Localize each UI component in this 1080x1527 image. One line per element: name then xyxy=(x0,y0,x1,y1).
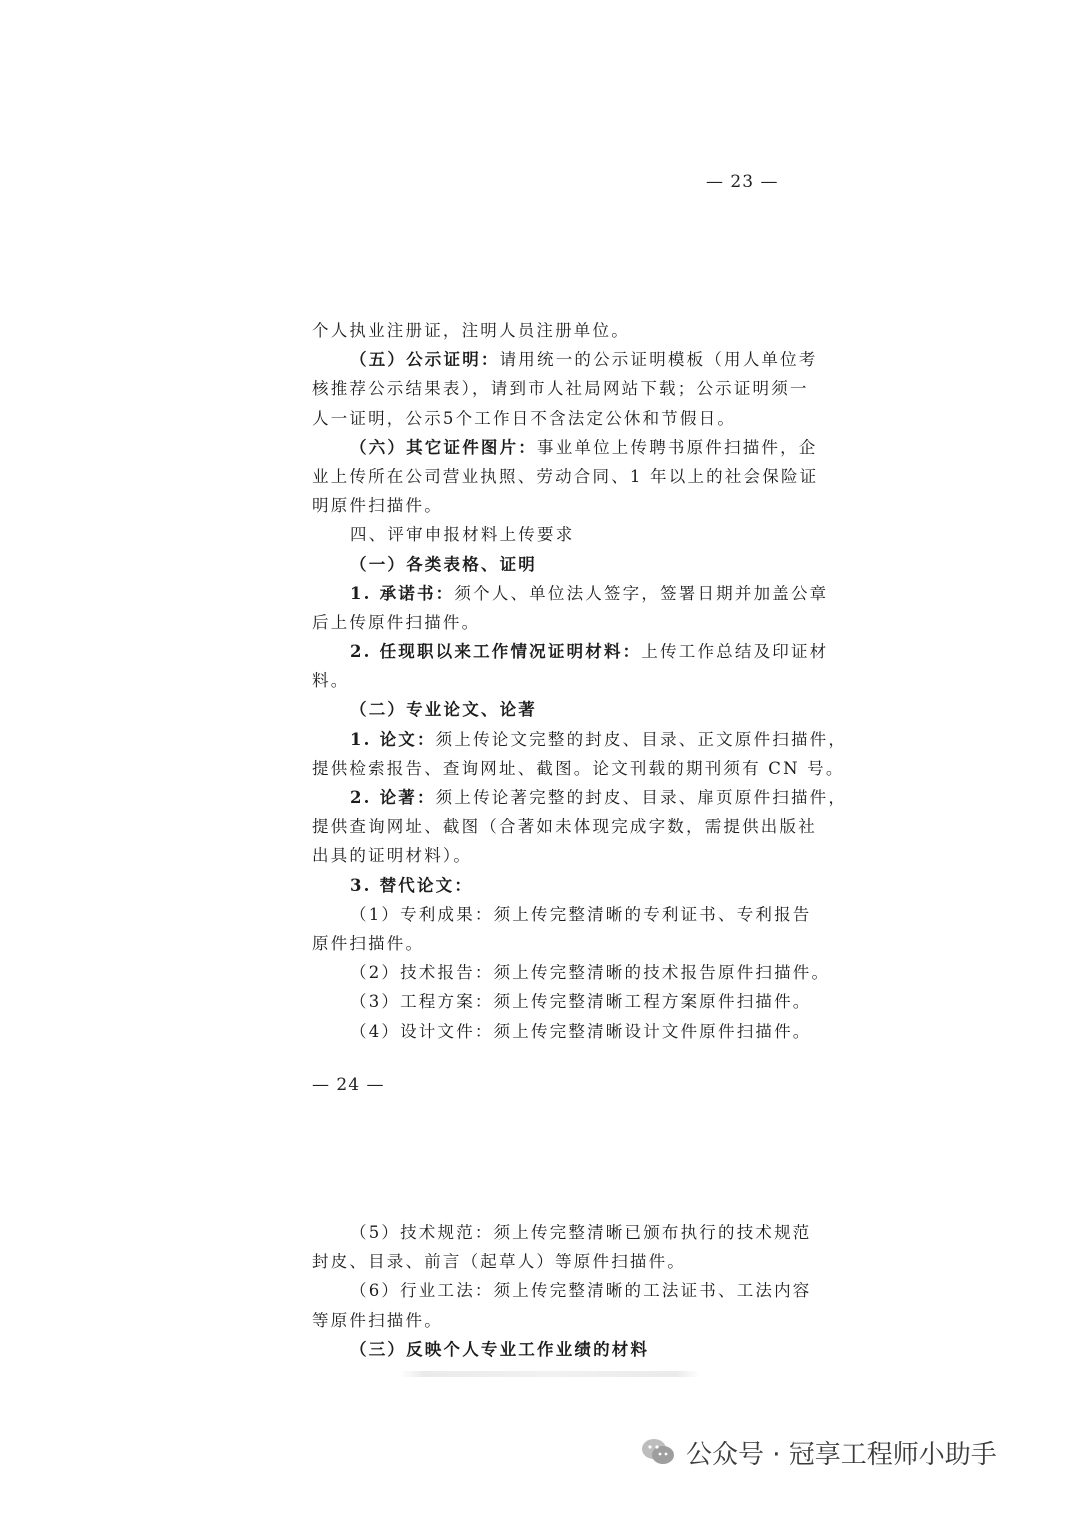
bold-heading: 1. 承诺书： xyxy=(350,583,455,603)
line-text: 人一证明，公示5个工作日不含法定公休和节假日。 xyxy=(312,408,737,428)
line-text: 业上传所在公司营业执照、劳动合同、1 年以上的社会保险证 xyxy=(312,466,819,486)
text-line xyxy=(312,637,829,666)
text-line xyxy=(312,783,848,812)
line-text: 四、评审申报材料上传要求 xyxy=(350,525,575,545)
text-block-page-25 xyxy=(312,1218,812,1364)
text-line xyxy=(312,345,818,374)
text-line xyxy=(312,1276,812,1305)
line-text: （4）设计文件：须上传完整清晰设计文件原件扫描件。 xyxy=(350,1021,812,1041)
text-line xyxy=(312,900,812,929)
line-text: 须个人、单位法人签字，签署日期并加盖公章 xyxy=(454,583,829,603)
line-text: 等原件扫描件。 xyxy=(312,1310,443,1330)
text-line xyxy=(312,404,768,433)
line-text: （3）工程方案：须上传完整清晰工程方案原件扫描件。 xyxy=(350,992,812,1012)
text-line xyxy=(312,608,768,637)
bold-heading: 2. 论著： xyxy=(350,788,436,807)
text-line xyxy=(312,1247,768,1276)
line-text: 后上传原件扫描件。 xyxy=(312,612,481,632)
text-line xyxy=(312,871,768,900)
line-text: 提供查询网址、截图（合著如未体现完成字数，需提供出版社 xyxy=(312,817,817,837)
line-text: 明原件扫描件。 xyxy=(312,496,443,516)
text-line xyxy=(312,550,768,579)
bold-heading: （五）公示证明： xyxy=(350,350,500,370)
text-line xyxy=(312,695,768,724)
text-line xyxy=(312,958,831,987)
text-line xyxy=(312,316,768,345)
cropped-text-line xyxy=(400,1371,700,1377)
text-line xyxy=(312,754,845,783)
line-text: 封皮、目录、前言（起草人）等原件扫描件。 xyxy=(312,1252,686,1272)
line-text: 核推荐公示结果表），请到市人社局网站下载；公示证明须一 xyxy=(312,379,809,399)
text-line xyxy=(312,491,768,520)
line-text: 事业单位上传聘书原件扫描件，企 xyxy=(537,437,818,457)
text-line xyxy=(312,725,848,754)
line-text: 提供检索报告、查询网址、截图。论文刊载的期刊须有 CN 号。 xyxy=(312,758,845,778)
bold-heading: 3. 替代论文： xyxy=(350,875,474,895)
watermark xyxy=(640,1432,997,1472)
line-text: （6）行业工法：须上传完整清晰的工法证书、工法内容 xyxy=(350,1281,812,1301)
bold-heading: 1. 论文： xyxy=(350,729,436,749)
text-line xyxy=(312,666,768,695)
bold-heading: 2. 任现职以来工作情况证明材料： xyxy=(350,642,642,662)
text-line xyxy=(312,1335,768,1364)
text-line xyxy=(312,1218,812,1247)
line-text: 个人执业注册证，注明人员注册单位。 xyxy=(312,321,630,340)
line-text: 请用统一的公示证明模板（用人单位考 xyxy=(499,350,818,370)
line-text: （5）技术规范：须上传完整清晰已颁布执行的技术规范 xyxy=(350,1223,812,1242)
text-line xyxy=(312,929,768,958)
line-text: 料。 xyxy=(312,671,350,691)
bold-heading: （一）各类表格、证明 xyxy=(350,554,537,574)
line-text: 原件扫描件。 xyxy=(312,933,425,953)
text-line xyxy=(312,841,768,870)
text-block-page-23 xyxy=(312,316,848,1046)
bold-heading: （三）反映个人专业工作业绩的材料 xyxy=(350,1339,650,1359)
page-number-top: — 23 — xyxy=(706,172,779,192)
text-line xyxy=(312,1306,768,1335)
line-text: （1）专利成果：须上传完整清晰的专利证书、专利报告 xyxy=(350,904,812,924)
text-line xyxy=(312,987,812,1016)
bold-heading: （二）专业论文、论著 xyxy=(350,700,537,720)
text-line xyxy=(312,1017,812,1046)
line-text: 须上传论著完整的封皮、目录、扉页原件扫描件， xyxy=(435,788,848,807)
wechat-icon xyxy=(640,1437,676,1467)
text-line xyxy=(312,579,829,608)
bold-heading: （六）其它证件图片： xyxy=(350,437,537,457)
line-text: 出具的证明材料）。 xyxy=(312,846,473,866)
text-line xyxy=(312,433,818,462)
text-line xyxy=(312,462,819,491)
line-text: （2）技术报告：须上传完整清晰的技术报告原件扫描件。 xyxy=(350,963,831,983)
text-line xyxy=(312,374,809,403)
page-number-bottom: — 24 — xyxy=(312,1075,385,1095)
watermark-text: 公众号 · 冠享工程师小助手 xyxy=(686,1439,997,1470)
line-text: 须上传论文完整的封皮、目录、正文原件扫描件， xyxy=(435,729,848,749)
line-text: 上传工作总结及印证材 xyxy=(641,642,829,662)
text-line xyxy=(312,812,817,841)
text-line xyxy=(312,520,768,549)
